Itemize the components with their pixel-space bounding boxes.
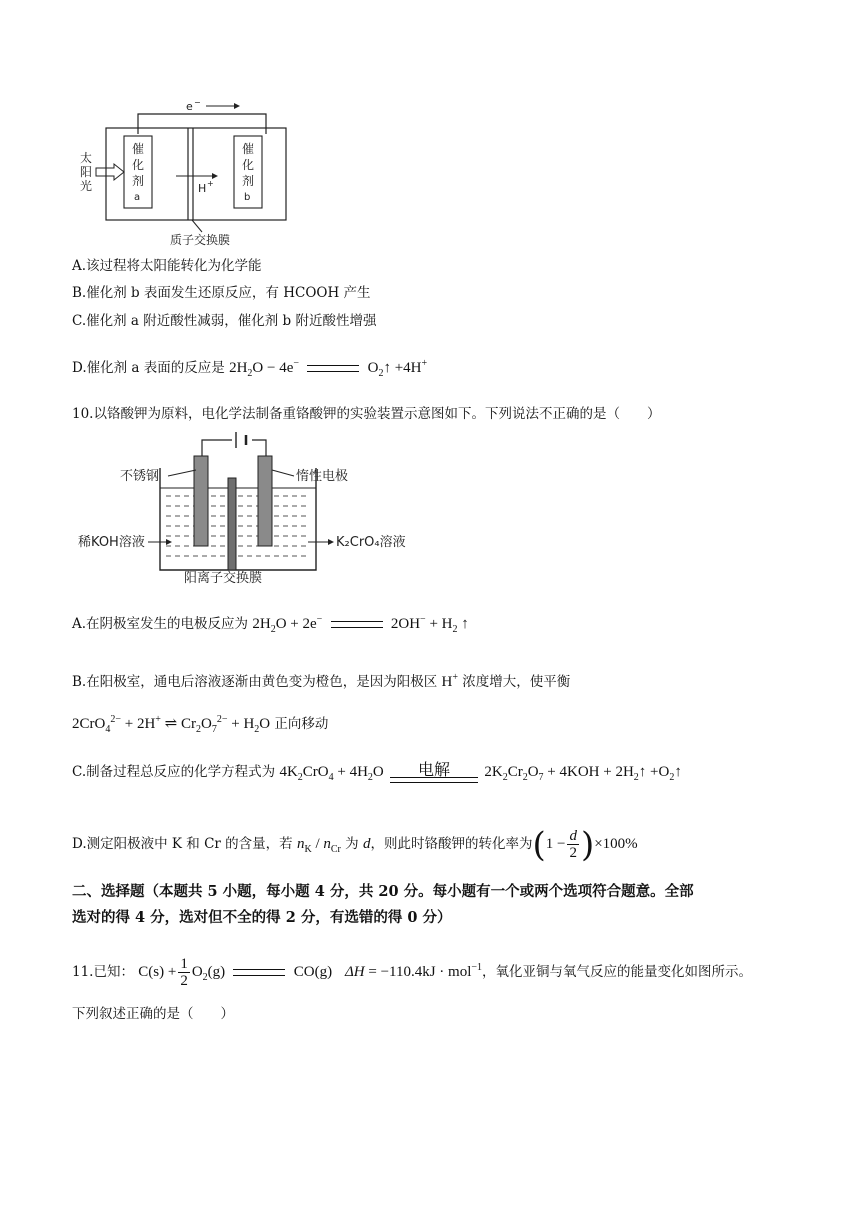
q10-option-d: D.测定阳极液中 K 和 Cr 的含量，若 $n_K / n_{Cr}$ 为 d，则此时铬酸钾的转化率为(1 − $\frac{d}{2}$ )×100% [72,824,638,865]
electron-label: e [186,100,193,113]
svg-text:太阳光: 太阳光 [80,151,93,193]
svg-text:−: − [194,98,201,107]
svg-text:稀KOH溶液: 稀KOH溶液 [78,535,145,550]
q9-option-a: A.该过程将太阳能转化为化学能 [72,258,262,274]
section-2-heading-line1: 二、选择题（本题共 5 小题，每小题 4 分，共 20 分。每小题有一个或两个选项符合题意。全部 [72,883,694,900]
electrolysis-cell-diagram [76,430,406,586]
q10-option-a: A.在阴极室发生的电极反应为 $2H_2O + 2e^-$ $2OH^- + H_2$ ↑ [72,614,469,635]
q10-stem: 10.以铬酸钾为原料，电化学法制备重铬酸钾的实验装置示意图如下。下列说法不正确的是（ ） [72,406,661,422]
stainless-steel-electrode [194,456,208,546]
q9-option-d: D.催化剂 a 表面的反应是 $2H_2O - 4e^-$ $O_2↑ +4H^+$ [72,358,428,379]
svg-text:催化剂b: 催化剂 b [242,142,255,203]
cat-a-1: 催 [132,142,145,156]
svg-text:H: H [198,182,207,195]
photocatalysis-cell-diagram [76,98,306,248]
svg-text:惰性电极: 惰性电极 [296,469,349,484]
svg-text:K₂CrO₄溶液: K₂CrO₄溶液 [336,535,406,550]
svg-text:不锈钢: 不锈钢 [120,469,160,484]
q9-option-b: B.催化剂 b 表面发生还原反应，有 HCOOH 产生 [72,285,371,301]
q11-stem-line2: 下列叙述正确的是（ ） [72,1006,234,1022]
inert-electrode [258,456,272,546]
svg-text:催化剂a: 催化剂 a [132,142,145,203]
q11-stem: 11.已知： C(s) + $\frac{1}{2}$ $O_2(g)$ CO(g) ΔH = −110.4kJ · mol$^{-1}$，氧化亚铜与氧气反应的能量变化如图所示。 [72,956,753,989]
svg-text:+: + [207,179,214,188]
q10-option-b-line2: 2CrO$_4^{2-}$ + 2H+ ⇌ $Cr_2O_7^{2-} + H_2O$ 正向移动 [72,714,329,735]
q10-option-b-line1: B.在阳极室，通电后溶液逐渐由黄色变为橙色，是因为阳极区 H+ 浓度增大，使平衡 [72,672,571,690]
membrane-label: 质子交换膜 [170,233,231,247]
section-2-heading-line2: 选对的得 4 分，选对但不全的得 2 分，有选错的得 0 分） [72,909,452,926]
q10-option-c: C.制备过程总反应的化学方程式为 $4K_2CrO_4 + 4H_2O$ 电解 $2K_2Cr_2O_7 + 4KOH$ + $2H_2↑$ $+O_2↑$ [72,760,682,783]
q9-option-c: C.催化剂 a 附近酸性减弱，催化剂 b 附近酸性增强 [72,313,377,329]
svg-text:阳离子交换膜: 阳离子交换膜 [184,571,263,586]
